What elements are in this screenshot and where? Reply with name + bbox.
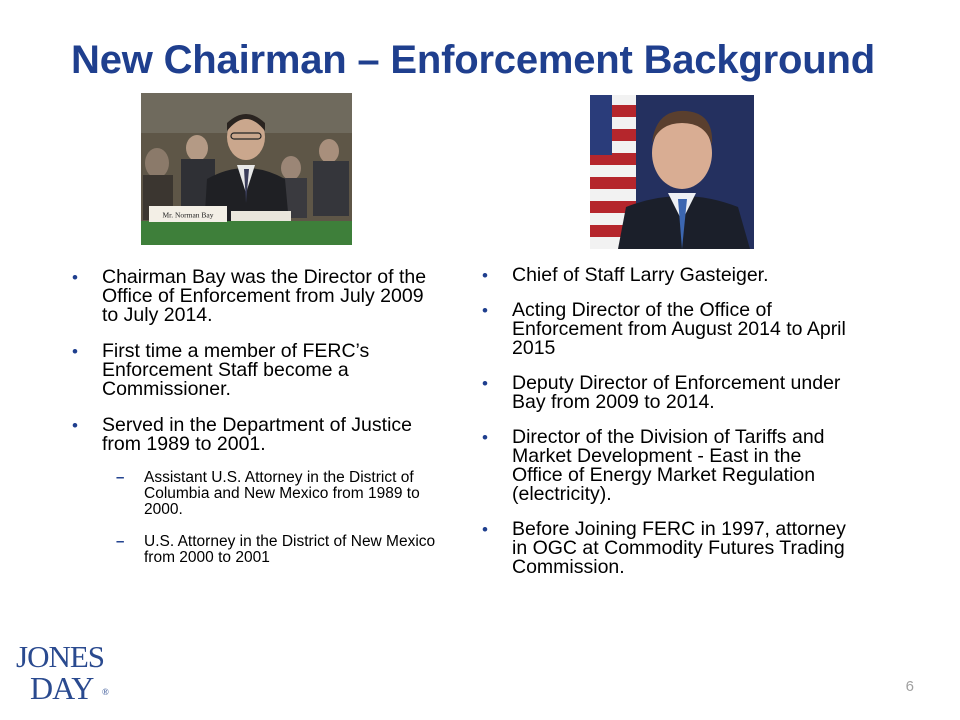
hearing-photo [141, 93, 352, 245]
sub-bullet-text: Assistant U.S. Attorney in the District of Columbia and New Mexico from 1989 to 2000. [144, 469, 420, 518]
list-item [72, 342, 442, 399]
bullet-text: Chairman Bay was the Director of the Office of Enforcement from July 2009 to July 2014. [102, 266, 427, 326]
nameplate-text: Mr. Norman Bay [162, 210, 214, 220]
bullet-icon: • [72, 268, 78, 287]
bullet-icon: • [72, 416, 78, 435]
bullet-icon: • [72, 342, 78, 361]
dash-icon: – [116, 469, 125, 486]
logo-text-jones: JONES [16, 639, 105, 674]
logo-text-day: DAY [30, 670, 94, 703]
portrait-photo-illustration [590, 95, 754, 249]
left-bullet-list [72, 268, 442, 583]
bullet-text: Chief of Staff Larry Gasteiger. [512, 264, 769, 286]
list-item [482, 520, 854, 577]
sub-list-item [102, 470, 442, 518]
bullet-text: First time a member of FERC’s Enforcement Staff become a Commissioner. [102, 340, 370, 400]
list-item [72, 416, 442, 566]
dash-icon: – [116, 533, 125, 550]
list-item [482, 428, 854, 504]
hearing-photo-illustration [141, 93, 352, 245]
logo-mark [14, 637, 114, 703]
bullet-icon: • [482, 301, 488, 320]
portrait-photo [590, 95, 754, 249]
bullet-text: Before Joining FERC in 1997, attorney in OGC at Commodity Futures Trading Commission. [512, 518, 846, 578]
list-item [482, 301, 854, 358]
right-bullet-list [482, 266, 854, 593]
sub-bullet-text: U.S. Attorney in the District of New Mexico from 2000 to 2001 [144, 533, 436, 566]
bullet-text: Acting Director of the Office of Enforcement from August 2014 to April 2015 [512, 299, 846, 359]
logo-registered-mark: ® [102, 687, 109, 697]
bullet-icon: • [482, 520, 488, 539]
bullet-icon: • [482, 374, 488, 393]
bullet-text: Director of the Division of Tariffs and Market Development - East in the Office of Energy Market Regulation (electricity). [512, 426, 825, 505]
sub-list-item [102, 534, 442, 566]
bullet-icon: • [482, 428, 488, 447]
sub-bullet-list [102, 470, 442, 566]
slide-title: New Chairman – Enforcement Background [71, 38, 875, 82]
bullet-icon: • [482, 266, 488, 285]
list-item [72, 268, 442, 325]
list-item [482, 374, 854, 412]
page-number: 6 [905, 678, 914, 695]
jones-day-logo [14, 637, 114, 703]
list-item [482, 266, 854, 285]
bullet-text: Deputy Director of Enforcement under Bay from 2009 to 2014. [512, 372, 841, 413]
bullet-text: Served in the Department of Justice from 1989 to 2001. [102, 414, 412, 455]
